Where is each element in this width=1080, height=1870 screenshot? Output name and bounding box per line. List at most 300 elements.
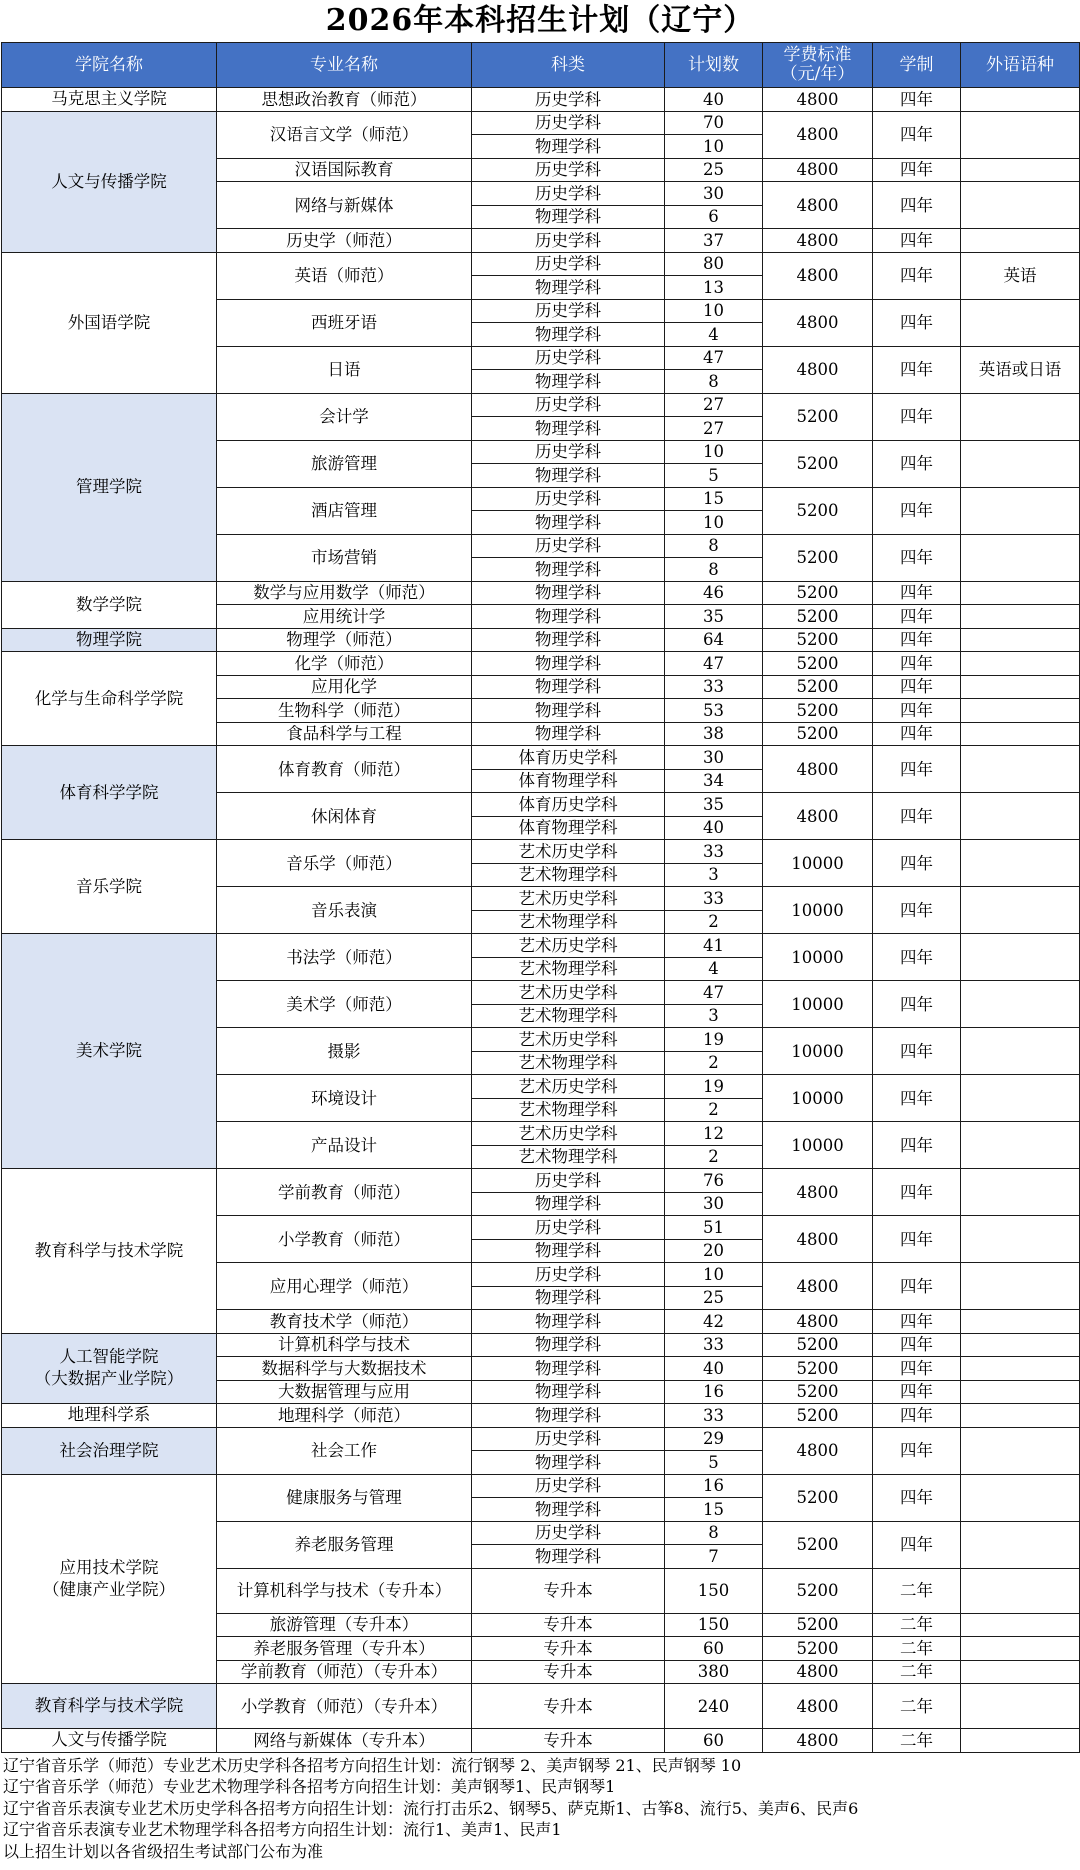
study-duration: 二年 xyxy=(873,1729,961,1753)
tuition-fee: 5200 xyxy=(763,487,873,534)
foreign-language xyxy=(961,182,1080,229)
header-major: 专业名称 xyxy=(217,43,472,88)
footnote: 辽宁省音乐表演专业艺术物理学科各招考方向招生计划：流行1、美声1、民声1 xyxy=(3,1820,562,1840)
study-duration: 四年 xyxy=(873,88,961,112)
study-duration: 四年 xyxy=(873,1380,961,1404)
major-name: 汉语国际教育 xyxy=(217,158,472,182)
college-name: 人文与传播学院 xyxy=(2,1729,217,1753)
plan-quota: 4 xyxy=(665,957,763,981)
tuition-fee: 4800 xyxy=(763,346,873,393)
subject-category: 历史学科 xyxy=(472,1263,665,1287)
subject-category: 物理学科 xyxy=(472,1239,665,1263)
subject-category: 物理学科 xyxy=(472,1357,665,1381)
plan-quota: 27 xyxy=(665,393,763,417)
major-name: 物理学（师范） xyxy=(217,628,472,652)
plan-quota: 7 xyxy=(665,1545,763,1569)
major-name: 应用统计学 xyxy=(217,605,472,629)
foreign-language xyxy=(961,1216,1080,1263)
subject-category: 物理学科 xyxy=(472,464,665,488)
subject-category: 艺术物理学科 xyxy=(472,1145,665,1169)
study-duration: 四年 xyxy=(873,1474,961,1521)
tuition-fee: 10000 xyxy=(763,934,873,981)
major-name: 学前教育（师范）（专升本） xyxy=(217,1660,472,1684)
foreign-language xyxy=(961,299,1080,346)
foreign-language xyxy=(961,1404,1080,1428)
foreign-language xyxy=(961,981,1080,1028)
foreign-language xyxy=(961,581,1080,605)
major-name: 会计学 xyxy=(217,393,472,440)
plan-quota: 150 xyxy=(665,1568,763,1613)
subject-category: 艺术物理学科 xyxy=(472,1051,665,1075)
footnotes xyxy=(0,1755,1080,1863)
subject-category: 历史学科 xyxy=(472,111,665,135)
study-duration: 四年 xyxy=(873,675,961,699)
subject-category: 物理学科 xyxy=(472,1545,665,1569)
plan-quota: 10 xyxy=(665,135,763,159)
study-duration: 四年 xyxy=(873,1075,961,1122)
subject-category: 物理学科 xyxy=(472,1333,665,1357)
subject-category: 物理学科 xyxy=(472,370,665,394)
study-duration: 四年 xyxy=(873,1169,961,1216)
tuition-fee: 4800 xyxy=(763,1684,873,1729)
subject-category: 历史学科 xyxy=(472,182,665,206)
study-duration: 四年 xyxy=(873,1263,961,1310)
subject-category: 历史学科 xyxy=(472,393,665,417)
college-name: 管理学院 xyxy=(2,393,217,581)
subject-category: 物理学科 xyxy=(472,1380,665,1404)
foreign-language xyxy=(961,699,1080,723)
study-duration: 四年 xyxy=(873,252,961,299)
tuition-fee: 5200 xyxy=(763,1404,873,1428)
plan-quota: 30 xyxy=(665,182,763,206)
table-row xyxy=(2,934,1080,958)
plan-quota: 47 xyxy=(665,652,763,676)
major-name: 教育技术学（师范） xyxy=(217,1310,472,1334)
footnote: 辽宁省音乐学（师范）专业艺术历史学科各招考方向招生计划：流行钢琴 2、美声钢琴 21、民声钢琴 10 xyxy=(3,1755,742,1775)
table-row xyxy=(2,1333,1080,1357)
major-name: 健康服务与管理 xyxy=(217,1474,472,1521)
table-row xyxy=(2,1729,1080,1753)
plan-quota: 5 xyxy=(665,1451,763,1475)
header-college: 学院名称 xyxy=(2,43,217,88)
subject-category: 历史学科 xyxy=(472,440,665,464)
subject-category: 体育历史学科 xyxy=(472,793,665,817)
plan-quota: 27 xyxy=(665,417,763,441)
subject-category: 历史学科 xyxy=(472,1521,665,1545)
table-row xyxy=(2,252,1080,276)
subject-category: 历史学科 xyxy=(472,158,665,182)
subject-category: 体育物理学科 xyxy=(472,769,665,793)
subject-category: 艺术历史学科 xyxy=(472,934,665,958)
header-quota: 计划数 xyxy=(665,43,763,88)
study-duration: 四年 xyxy=(873,346,961,393)
tuition-fee: 5200 xyxy=(763,393,873,440)
subject-category: 专升本 xyxy=(472,1684,665,1729)
college-name: 体育科学学院 xyxy=(2,746,217,840)
plan-quota: 70 xyxy=(665,111,763,135)
plan-quota: 2 xyxy=(665,1051,763,1075)
tuition-fee: 10000 xyxy=(763,887,873,934)
header-tuition xyxy=(763,43,873,88)
foreign-language xyxy=(961,1075,1080,1122)
table-body xyxy=(2,88,1080,1753)
tuition-fee: 5200 xyxy=(763,722,873,746)
tuition-fee: 4800 xyxy=(763,793,873,840)
plan-quota: 47 xyxy=(665,346,763,370)
foreign-language xyxy=(961,605,1080,629)
plan-quota: 33 xyxy=(665,887,763,911)
college-name: 人文与传播学院 xyxy=(2,111,217,252)
subject-category: 物理学科 xyxy=(472,605,665,629)
study-duration: 四年 xyxy=(873,487,961,534)
plan-quota: 240 xyxy=(665,1684,763,1729)
tuition-fee: 4800 xyxy=(763,299,873,346)
college-name: 教育科学与技术学院 xyxy=(2,1684,217,1729)
tuition-fee: 4800 xyxy=(763,1169,873,1216)
major-name: 生物科学（师范） xyxy=(217,699,472,723)
plan-quota: 42 xyxy=(665,1310,763,1334)
tuition-fee: 10000 xyxy=(763,1122,873,1169)
plan-quota: 3 xyxy=(665,1004,763,1028)
subject-category: 物理学科 xyxy=(472,417,665,441)
foreign-language xyxy=(961,1613,1080,1637)
subject-category: 艺术物理学科 xyxy=(472,1098,665,1122)
tuition-fee: 5200 xyxy=(763,1637,873,1661)
plan-quota: 4 xyxy=(665,323,763,347)
table-row xyxy=(2,652,1080,676)
plan-quota: 16 xyxy=(665,1380,763,1404)
study-duration: 四年 xyxy=(873,1216,961,1263)
tuition-fee: 10000 xyxy=(763,1075,873,1122)
table-row xyxy=(2,1684,1080,1729)
subject-category: 物理学科 xyxy=(472,1310,665,1334)
foreign-language xyxy=(961,1310,1080,1334)
foreign-language xyxy=(961,487,1080,534)
foreign-language xyxy=(961,1169,1080,1216)
plan-quota: 2 xyxy=(665,910,763,934)
table-row xyxy=(2,628,1080,652)
major-name: 计算机科学与技术（专升本） xyxy=(217,1568,472,1613)
tuition-fee: 5200 xyxy=(763,652,873,676)
major-name: 应用心理学（师范） xyxy=(217,1263,472,1310)
foreign-language xyxy=(961,393,1080,440)
foreign-language xyxy=(961,628,1080,652)
table-row xyxy=(2,1169,1080,1193)
plan-quota: 10 xyxy=(665,1263,763,1287)
header-duration: 学制 xyxy=(873,43,961,88)
major-name: 思想政治教育（师范） xyxy=(217,88,472,112)
plan-quota: 64 xyxy=(665,628,763,652)
subject-category: 艺术物理学科 xyxy=(472,1004,665,1028)
major-name: 旅游管理 xyxy=(217,440,472,487)
subject-category: 物理学科 xyxy=(472,323,665,347)
study-duration: 二年 xyxy=(873,1660,961,1684)
major-name: 社会工作 xyxy=(217,1427,472,1474)
plan-quota: 10 xyxy=(665,440,763,464)
study-duration: 四年 xyxy=(873,1357,961,1381)
major-name: 数学与应用数学（师范） xyxy=(217,581,472,605)
plan-quota: 47 xyxy=(665,981,763,1005)
foreign-language xyxy=(961,1122,1080,1169)
header-tuition-line1: 学费标准 xyxy=(783,45,852,65)
major-name: 旅游管理（专升本） xyxy=(217,1613,472,1637)
tuition-fee: 5200 xyxy=(763,1333,873,1357)
study-duration: 四年 xyxy=(873,652,961,676)
study-duration: 四年 xyxy=(873,793,961,840)
subject-category: 历史学科 xyxy=(472,1427,665,1451)
subject-category: 艺术物理学科 xyxy=(472,863,665,887)
subject-category: 物理学科 xyxy=(472,628,665,652)
subject-category: 专升本 xyxy=(472,1729,665,1753)
study-duration: 四年 xyxy=(873,887,961,934)
enrollment-plan-table xyxy=(1,42,1080,1753)
college-name: 应用技术学院 （健康产业学院） xyxy=(2,1474,217,1684)
foreign-language xyxy=(961,1380,1080,1404)
subject-category: 历史学科 xyxy=(472,346,665,370)
table-row xyxy=(2,111,1080,135)
table-row xyxy=(2,1427,1080,1451)
major-name: 休闲体育 xyxy=(217,793,472,840)
study-duration: 四年 xyxy=(873,1122,961,1169)
plan-quota: 38 xyxy=(665,722,763,746)
college-name: 化学与生命科学学院 xyxy=(2,652,217,746)
subject-category: 物理学科 xyxy=(472,652,665,676)
major-name: 历史学（师范） xyxy=(217,229,472,253)
foreign-language: 英语或日语 xyxy=(961,346,1080,393)
tuition-fee: 4800 xyxy=(763,111,873,158)
foreign-language xyxy=(961,1263,1080,1310)
plan-quota: 76 xyxy=(665,1169,763,1193)
foreign-language xyxy=(961,1660,1080,1684)
plan-quota: 30 xyxy=(665,746,763,770)
subject-category: 物理学科 xyxy=(472,1498,665,1522)
foreign-language xyxy=(961,934,1080,981)
table-row xyxy=(2,393,1080,417)
tuition-fee: 5200 xyxy=(763,1474,873,1521)
tuition-fee: 5200 xyxy=(763,1613,873,1637)
tuition-fee: 5200 xyxy=(763,605,873,629)
major-name: 食品科学与工程 xyxy=(217,722,472,746)
subject-category: 历史学科 xyxy=(472,487,665,511)
header-category: 科类 xyxy=(472,43,665,88)
study-duration: 四年 xyxy=(873,981,961,1028)
subject-category: 物理学科 xyxy=(472,558,665,582)
subject-category: 历史学科 xyxy=(472,88,665,112)
college-name: 地理科学系 xyxy=(2,1404,217,1428)
college-name: 数学学院 xyxy=(2,581,217,628)
college-name: 外国语学院 xyxy=(2,252,217,393)
plan-quota: 150 xyxy=(665,1613,763,1637)
study-duration: 四年 xyxy=(873,1028,961,1075)
major-name: 产品设计 xyxy=(217,1122,472,1169)
foreign-language xyxy=(961,1729,1080,1753)
footnote: 辽宁省音乐表演专业艺术历史学科各招考方向招生计划：流行打击乐2、钢琴5、萨克斯1、古筝8、流行5、美声6、民声6 xyxy=(3,1798,859,1818)
plan-quota: 33 xyxy=(665,675,763,699)
major-name: 音乐学（师范） xyxy=(217,840,472,887)
table-row xyxy=(2,746,1080,770)
page-title: 2026年本科招生计划（辽宁） xyxy=(325,3,755,38)
subject-category: 历史学科 xyxy=(472,534,665,558)
foreign-language xyxy=(961,840,1080,887)
study-duration: 四年 xyxy=(873,299,961,346)
table-row xyxy=(2,581,1080,605)
major-name: 美术学（师范） xyxy=(217,981,472,1028)
foreign-language: 英语 xyxy=(961,252,1080,299)
study-duration: 四年 xyxy=(873,722,961,746)
college-name: 马克思主义学院 xyxy=(2,88,217,112)
major-name: 音乐表演 xyxy=(217,887,472,934)
subject-category: 历史学科 xyxy=(472,1216,665,1240)
plan-quota: 380 xyxy=(665,1660,763,1684)
table-header-row xyxy=(2,43,1080,88)
subject-category: 专升本 xyxy=(472,1568,665,1613)
study-duration: 四年 xyxy=(873,1404,961,1428)
subject-category: 历史学科 xyxy=(472,229,665,253)
study-duration: 二年 xyxy=(873,1637,961,1661)
plan-quota: 8 xyxy=(665,558,763,582)
plan-quota: 15 xyxy=(665,1498,763,1522)
subject-category: 艺术历史学科 xyxy=(472,1075,665,1099)
subject-category: 物理学科 xyxy=(472,1404,665,1428)
foreign-language xyxy=(961,440,1080,487)
major-name: 汉语言文学（师范） xyxy=(217,111,472,158)
subject-category: 艺术历史学科 xyxy=(472,840,665,864)
tuition-fee: 4800 xyxy=(763,1263,873,1310)
footnote: 辽宁省音乐学（师范）专业艺术物理学科各招考方向招生计划：美声钢琴1、民声钢琴1 xyxy=(3,1777,616,1797)
subject-category: 艺术历史学科 xyxy=(472,1122,665,1146)
study-duration: 四年 xyxy=(873,628,961,652)
major-name: 书法学（师范） xyxy=(217,934,472,981)
subject-category: 专升本 xyxy=(472,1613,665,1637)
plan-quota: 19 xyxy=(665,1075,763,1099)
foreign-language xyxy=(961,1521,1080,1568)
study-duration: 四年 xyxy=(873,1427,961,1474)
tuition-fee: 4800 xyxy=(763,1660,873,1684)
tuition-fee: 5200 xyxy=(763,1380,873,1404)
foreign-language xyxy=(961,111,1080,158)
footnote: 以上招生计划以各省级招生考试部门公布为准 xyxy=(3,1841,324,1861)
tuition-fee: 4800 xyxy=(763,158,873,182)
plan-quota: 80 xyxy=(665,252,763,276)
plan-quota: 41 xyxy=(665,934,763,958)
subject-category: 物理学科 xyxy=(472,581,665,605)
major-name: 化学（师范） xyxy=(217,652,472,676)
plan-quota: 40 xyxy=(665,816,763,840)
subject-category: 物理学科 xyxy=(472,1192,665,1216)
plan-quota: 30 xyxy=(665,1192,763,1216)
major-name: 小学教育（师范）（专升本） xyxy=(217,1684,472,1729)
tuition-fee: 5200 xyxy=(763,581,873,605)
plan-quota: 3 xyxy=(665,863,763,887)
major-name: 西班牙语 xyxy=(217,299,472,346)
foreign-language xyxy=(961,1568,1080,1613)
major-name: 英语（师范） xyxy=(217,252,472,299)
tuition-fee: 10000 xyxy=(763,1028,873,1075)
subject-category: 物理学科 xyxy=(472,135,665,159)
study-duration: 四年 xyxy=(873,111,961,158)
major-name: 摄影 xyxy=(217,1028,472,1075)
major-name: 日语 xyxy=(217,346,472,393)
study-duration: 四年 xyxy=(873,440,961,487)
plan-quota: 12 xyxy=(665,1122,763,1146)
major-name: 学前教育（师范） xyxy=(217,1169,472,1216)
major-name: 应用化学 xyxy=(217,675,472,699)
major-name: 大数据管理与应用 xyxy=(217,1380,472,1404)
plan-quota: 10 xyxy=(665,511,763,535)
tuition-fee: 4800 xyxy=(763,1427,873,1474)
subject-category: 专升本 xyxy=(472,1660,665,1684)
foreign-language xyxy=(961,1427,1080,1474)
major-name: 环境设计 xyxy=(217,1075,472,1122)
major-name: 网络与新媒体（专升本） xyxy=(217,1729,472,1753)
plan-quota: 20 xyxy=(665,1239,763,1263)
plan-quota: 53 xyxy=(665,699,763,723)
plan-quota: 13 xyxy=(665,276,763,300)
subject-category: 体育物理学科 xyxy=(472,816,665,840)
foreign-language xyxy=(961,158,1080,182)
subject-category: 历史学科 xyxy=(472,1169,665,1193)
major-name: 地理科学（师范） xyxy=(217,1404,472,1428)
plan-quota: 60 xyxy=(665,1637,763,1661)
plan-quota: 2 xyxy=(665,1145,763,1169)
college-name: 人工智能学院 （大数据产业学院） xyxy=(2,1333,217,1404)
study-duration: 四年 xyxy=(873,534,961,581)
table-row xyxy=(2,840,1080,864)
header-tuition-line2: （元/年） xyxy=(780,64,855,84)
foreign-language xyxy=(961,652,1080,676)
subject-category: 历史学科 xyxy=(472,299,665,323)
plan-quota: 40 xyxy=(665,88,763,112)
tuition-fee: 4800 xyxy=(763,746,873,793)
plan-quota: 37 xyxy=(665,229,763,253)
plan-quota: 35 xyxy=(665,793,763,817)
major-name: 小学教育（师范） xyxy=(217,1216,472,1263)
subject-category: 专升本 xyxy=(472,1637,665,1661)
college-name: 社会治理学院 xyxy=(2,1427,217,1474)
foreign-language xyxy=(961,1637,1080,1661)
study-duration: 四年 xyxy=(873,1310,961,1334)
table-row xyxy=(2,1404,1080,1428)
subject-category: 历史学科 xyxy=(472,252,665,276)
study-duration: 四年 xyxy=(873,581,961,605)
major-name: 酒店管理 xyxy=(217,487,472,534)
subject-category: 物理学科 xyxy=(472,675,665,699)
major-name: 数据科学与大数据技术 xyxy=(217,1357,472,1381)
tuition-fee: 5200 xyxy=(763,628,873,652)
tuition-fee: 5200 xyxy=(763,1521,873,1568)
plan-quota: 5 xyxy=(665,464,763,488)
subject-category: 艺术物理学科 xyxy=(472,957,665,981)
plan-quota: 46 xyxy=(665,581,763,605)
subject-category: 物理学科 xyxy=(472,699,665,723)
major-name: 计算机科学与技术 xyxy=(217,1333,472,1357)
plan-quota: 51 xyxy=(665,1216,763,1240)
plan-quota: 8 xyxy=(665,534,763,558)
table-row xyxy=(2,88,1080,112)
college-name: 美术学院 xyxy=(2,934,217,1169)
foreign-language xyxy=(961,1028,1080,1075)
subject-category: 物理学科 xyxy=(472,205,665,229)
plan-quota: 6 xyxy=(665,205,763,229)
tuition-fee: 4800 xyxy=(763,1729,873,1753)
subject-category: 艺术历史学科 xyxy=(472,1028,665,1052)
foreign-language xyxy=(961,534,1080,581)
college-name: 音乐学院 xyxy=(2,840,217,934)
tuition-fee: 5200 xyxy=(763,440,873,487)
tuition-fee: 5200 xyxy=(763,675,873,699)
foreign-language xyxy=(961,1474,1080,1521)
study-duration: 四年 xyxy=(873,1521,961,1568)
